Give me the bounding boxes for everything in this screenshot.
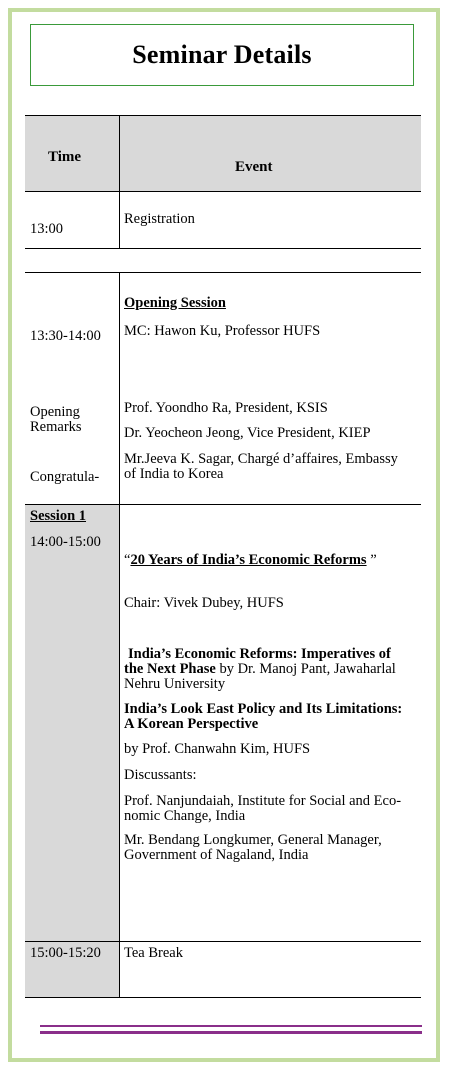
- opening-speaker-3-line2: of India to Korea: [124, 466, 224, 482]
- table-bottom-border: [25, 997, 421, 998]
- registration-time: 13:00: [30, 221, 64, 237]
- paper-1-line3: Nehru University: [124, 676, 226, 692]
- opening-speaker-3-line1: Mr.Jeeva K. Sagar, Chargé d’affaires, Embassy: [124, 451, 398, 467]
- decorative-rule-bottom: [40, 1031, 422, 1034]
- session-1-time: 14:00-15:00: [30, 534, 101, 550]
- decorative-rule-top: [40, 1025, 422, 1027]
- opening-session-title: Opening Session: [124, 295, 226, 311]
- theme-title: 20 Years of India’s Economic Reforms: [130, 552, 367, 568]
- theme-open-quote: “: [124, 552, 131, 568]
- paper-2-title-line2: A Korean Perspective: [124, 716, 259, 732]
- discussant-2-line2: Government of Nagaland, India: [124, 847, 309, 863]
- opening-bottom-border: [25, 504, 421, 505]
- discussant-2-line1: Mr. Bendang Longkumer, General Manager,: [124, 832, 382, 848]
- registration-bottom-border: [25, 248, 421, 249]
- header-row-shade: [25, 115, 421, 191]
- time-column-header: Time: [48, 149, 82, 165]
- table-top-border: [25, 115, 421, 116]
- session-1-label: Session 1: [30, 508, 87, 524]
- discussants-label: Discussants:: [124, 767, 197, 783]
- header-bottom-border: [25, 191, 421, 192]
- theme-close-quote: ”: [366, 552, 377, 568]
- session-chair: Chair: Vivek Dubey, HUFS: [124, 595, 284, 611]
- registration-event: Registration: [124, 211, 195, 227]
- paper-2-author: by Prof. Chanwahn Kim, HUFS: [124, 741, 311, 757]
- opening-remarks-label-1: Opening: [30, 404, 80, 420]
- discussant-1-line2: nomic Change, India: [124, 808, 246, 824]
- paper-2-title-line1: India’s Look East Policy and Its Limitations:: [124, 701, 403, 717]
- opening-speaker-1: Prof. Yoondho Ra, President, KSIS: [124, 400, 328, 416]
- session-bottom-border: [25, 941, 421, 942]
- column-divider-top: [119, 115, 120, 248]
- congratulatory-label: Congratula-: [30, 469, 100, 485]
- opening-remarks-label-2: Remarks: [30, 419, 82, 435]
- paper-1-title-line1: India’s Economic Reforms: Imperatives of: [128, 646, 391, 662]
- column-divider-bottom: [119, 272, 120, 997]
- opening-speaker-2: Dr. Yeocheon Jeong, Vice President, KIEP: [124, 425, 371, 441]
- tea-break-time: 15:00-15:20: [30, 945, 101, 961]
- session-time-column-shade: [25, 504, 119, 997]
- paper-1-title-line2: the Next Phase: [124, 661, 216, 677]
- opening-mc: MC: Hawon Ku, Professor HUFS: [124, 323, 321, 339]
- tea-break-event: Tea Break: [124, 945, 183, 961]
- discussant-1-line1: Prof. Nanjundaiah, Institute for Social and Eco-: [124, 793, 402, 809]
- session-theme: [124, 553, 377, 568]
- page-title: Seminar Details: [30, 24, 414, 86]
- paper-1-author: by Dr. Manoj Pant, Jawaharlal: [215, 661, 396, 677]
- opening-top-border: [25, 272, 421, 273]
- paper-1-line2: [124, 662, 396, 677]
- opening-time: 13:30-14:00: [30, 328, 101, 344]
- event-column-header: Event: [235, 159, 273, 175]
